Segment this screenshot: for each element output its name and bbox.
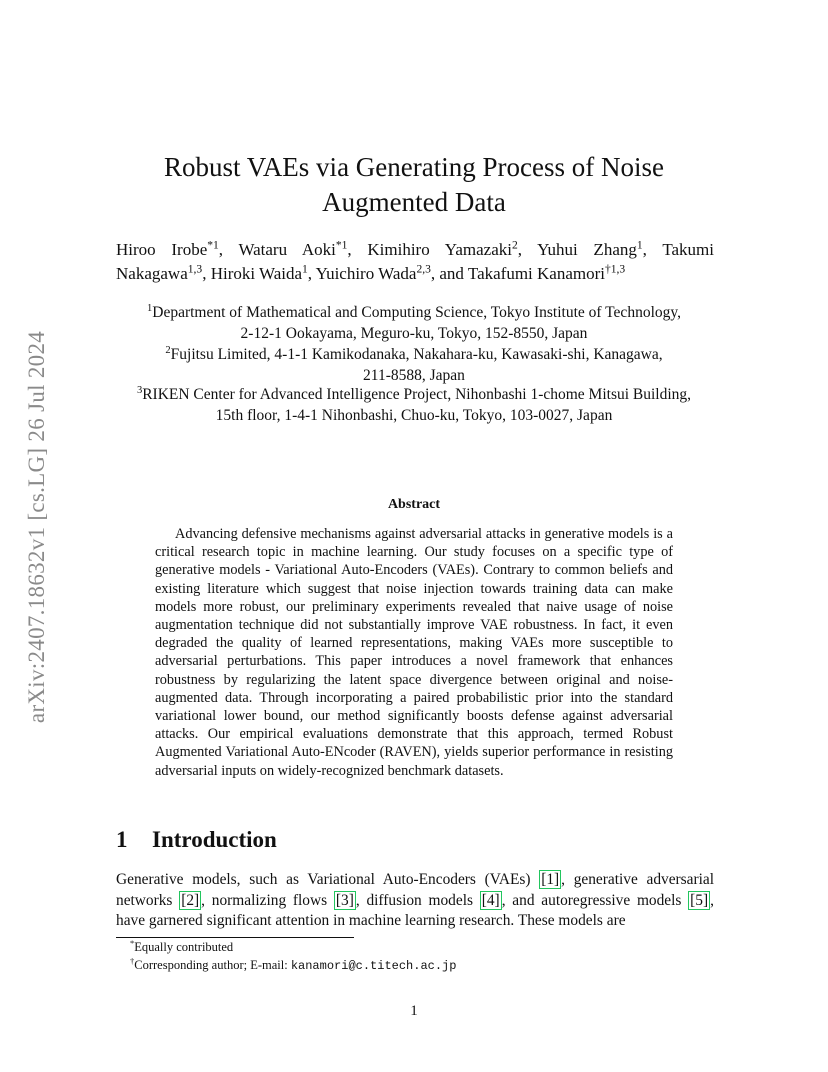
- author: Kimihiro Yamazaki$^2$: [367, 238, 518, 259]
- author: Takafumi Kanamori$^{\dagger 1,3}$: [467, 262, 626, 283]
- abstract-heading: Abstract: [387, 497, 441, 512]
- citation-link[interactable]: [4]: [481, 891, 500, 909]
- arxiv-stamp: [22, 292, 52, 762]
- email-address: kanamori@c.titech.ac.jp: [290, 959, 457, 973]
- citation-link[interactable]: [3]: [335, 891, 354, 909]
- author: Hiroki Waida$^1$: [210, 262, 308, 283]
- citation-link[interactable]: [1]: [541, 871, 560, 888]
- page-number: 1: [410, 1003, 418, 1019]
- paper-title: Robust VAEs via Generating Process of Noise Augmented Data: [164, 152, 664, 217]
- intro-paragraph: Generative models, such as Variational Auto-Encoders (VAEs) [1] , generative adversarial networks [2] , normalizing flows [3] , diffusion models [4] , and autoregressive models [5] , have garnered significant attention in machine learning research. These models are: [116, 871, 714, 929]
- author: Wataru Aoki$^{*1}$: [238, 238, 348, 259]
- author: Hiroo Irobe$^{*1}$: [116, 238, 219, 259]
- author: Takumi Nakagawa$^{1,3}$: [116, 240, 715, 283]
- affiliation-1: $^1$Department of Mathematical and Computing Science, Tokyo Institute of Technology, 2-12-1 Ookayama, Meguro-ku, Tokyo, 152-8550, Japan: [147, 302, 681, 342]
- abstract-body: Advancing defensive mechanisms against adversarial attacks in generative models is a critical research topic in machine learning. Our study focuses on a specific type of generative models - Variational Auto-Encoders (VAEs). Contrary to common beliefs and existing literature which suggest that noise injection towards training data can make models more robust, our preliminary experiments revealed that naive usage of noise augmentation technique did not substantially improve VAE robustness. In fact, it even degraded the quality of learned representations, making VAEs more susceptible to adversarial perturbations. This paper introduces a novel framework that enhances robustness by regularizing the latent space divergence between original and noise-augmented data. Through incorporating a paired probabilistic prior into the standard variational lower bound, our method significantly boosts defense against adversarial attacks. Our empirical evaluations demonstrate that this approach, termed Robust Augmented Variational Auto-ENcoder (RAVEN), yields superior performance in resisting adversarial inputs on widely-recognized benchmark datasets.: [155, 526, 673, 779]
- author: Yuhui Zhang$^1$: [537, 238, 643, 259]
- section-title: Introduction: [152, 827, 277, 852]
- author: Yuichiro Wada$^{2,3}$: [315, 262, 431, 283]
- footnote-1: *Equally contributed: [130, 937, 234, 954]
- affiliation-2: $^2$Fujitsu Limited, 4-1-1 Kamikodanaka, Nakahara-ku, Kawasaki-shi, Kanagawa, 211-8588, Japan: [165, 344, 663, 384]
- section-heading: [116, 827, 277, 853]
- citation-link[interactable]: [2]: [181, 891, 200, 909]
- author-list: Hiroo Irobe$^{*1}$, Wataru Aoki$^{*1}$, Kimihiro Yamazaki$^2$, Yuhui Zhang$^1$, Takumi Nakagawa$^{1,3}$, Hiroki Waida$^1$, Yuichiro Wada$^{2,3}$, and Takafumi Kanamori$^{\dagger 1,3}$: [116, 238, 715, 283]
- affiliation-3: $^3$RIKEN Center for Advanced Intelligence Project, Nihonbashi 1-chome Mitsui Building, 15th floor, 1-4-1 Nihonbashi, Chuo-ku, Tokyo, 103-0027, Japan: [136, 384, 692, 424]
- section-number: 1: [116, 827, 128, 852]
- footnote-divider: [116, 937, 354, 938]
- footnote-2: †Corresponding author; E-mail: kanamori@c.titech.ac.jp: [130, 955, 457, 973]
- arxiv-stamp-text: arXiv:2407.18632v1 [cs.LG] 26 Jul 2024: [24, 330, 49, 724]
- citation-link[interactable]: [5]: [690, 891, 709, 909]
